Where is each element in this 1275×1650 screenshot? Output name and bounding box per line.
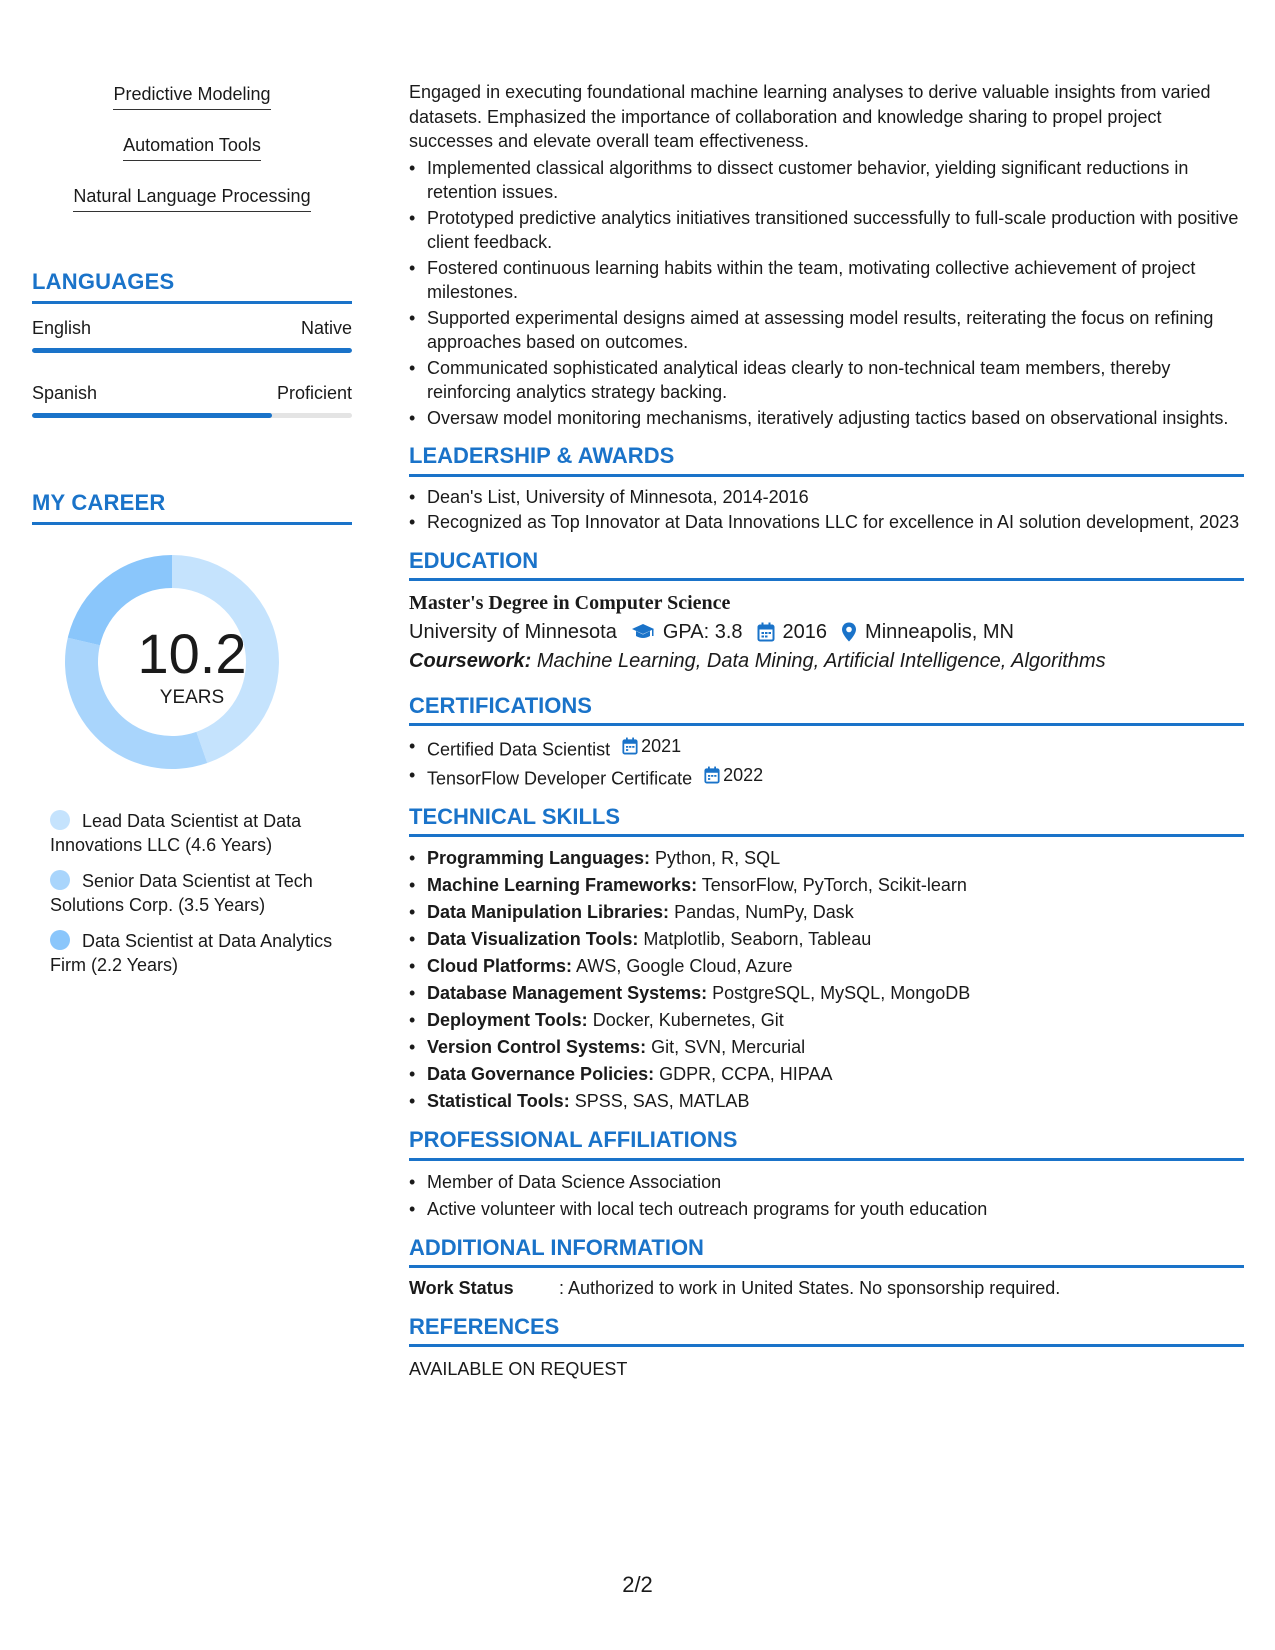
technical-skill-item xyxy=(427,845,1244,871)
education-gpa: GPA: 3.8 xyxy=(662,620,743,643)
work-status-row xyxy=(409,1276,1244,1301)
affiliation-item: • Active volunteer with local tech outreach programs for youth education xyxy=(427,1196,1244,1222)
legend-dot-icon xyxy=(50,870,70,890)
language-proficiency-fill xyxy=(32,348,352,353)
skill-category: Data Visualization Tools: xyxy=(427,929,639,949)
skill-category: Deployment Tools: xyxy=(427,1010,588,1030)
skill-tag: Predictive Modeling xyxy=(113,84,270,110)
skill-tags xyxy=(32,84,352,229)
technical-skill-item xyxy=(427,1088,1244,1114)
education-school: University of Minnesota xyxy=(409,620,617,643)
career-donut xyxy=(32,551,352,787)
skill-category: Data Manipulation Libraries: xyxy=(427,902,670,922)
technical-skill-item xyxy=(427,1061,1244,1087)
technical-skill-item xyxy=(427,980,1244,1006)
experience-bullet: • Fostered continuous learning habits within the team, motivating collective achievement of project milestones. xyxy=(427,256,1244,305)
language-item xyxy=(32,318,352,353)
references-section xyxy=(409,1315,1244,1382)
experience-bullets xyxy=(409,156,1244,431)
skill-values: AWS, Google Cloud, Azure xyxy=(576,956,793,976)
experience-intro: Engaged in executing foundational machine learning analyses to derive valuable insights from varied datasets. Emphasized the importance of collaboration and knowledge sharing to propel project successes and elevate overall team effectiveness. xyxy=(409,82,1211,151)
language-item xyxy=(32,383,352,418)
calendar-icon xyxy=(704,766,720,784)
calendar-icon xyxy=(622,737,638,755)
technical-skill-item xyxy=(427,872,1244,898)
experience-bullet: • Communicated sophisticated analytical ideas clearly to non-technical team members, thereby reinforcing analytics strategy backing. xyxy=(427,356,1244,405)
certification-item xyxy=(427,734,1244,762)
education-year: 2016 xyxy=(782,620,828,643)
career-unit-label: YEARS xyxy=(159,687,225,708)
certification-name: TensorFlow Developer Certificate xyxy=(427,768,693,788)
leadership-item: • Dean's List, University of Minnesota, 2014-2016 xyxy=(427,485,1244,510)
skill-values: Python, R, SQL xyxy=(655,848,781,868)
certifications-section xyxy=(409,694,1244,791)
coursework-label: Coursework: xyxy=(409,650,532,672)
affiliations-heading: PROFESSIONAL AFFILIATIONS xyxy=(409,1128,1244,1161)
leadership-section xyxy=(409,444,1244,535)
skill-category: Cloud Platforms: xyxy=(427,956,573,976)
career-legend-item xyxy=(50,869,352,917)
experience-bullet: • Prototyped predictive analytics initiatives transitioned successfully to full-scale production with positive client feedback. xyxy=(427,206,1244,255)
languages-heading: LANGUAGES xyxy=(32,269,352,304)
additional-info-section xyxy=(409,1236,1244,1301)
skill-category: Programming Languages: xyxy=(427,848,651,868)
education-degree: Master's Degree in Computer Science xyxy=(409,592,731,614)
coursework-list: Machine Learning, Data Mining, Artificial Intelligence, Algorithms xyxy=(536,650,1106,672)
career-role-label: Lead Data Scientist at Data Innovations LLC (4.6 Years) xyxy=(50,811,302,855)
technical-skill-item xyxy=(427,1034,1244,1060)
career-legend xyxy=(32,809,352,977)
technical-skills-section xyxy=(409,805,1244,1115)
work-status-value: : Authorized to work in United States. No sponsorship required. xyxy=(559,1278,1061,1298)
education-coursework xyxy=(409,649,1244,674)
skill-values: Git, SVN, Mercurial xyxy=(651,1037,806,1057)
calendar-icon xyxy=(757,622,775,642)
experience-bullet: • Oversaw model monitoring mechanisms, iteratively adjusting tactics based on observational insights. xyxy=(427,406,1244,431)
skill-category: Version Control Systems: xyxy=(427,1037,647,1057)
references-text: AVAILABLE ON REQUEST xyxy=(409,1359,628,1379)
skill-category: Database Management Systems: xyxy=(427,983,708,1003)
technical-skill-item xyxy=(427,926,1244,952)
legend-dot-icon xyxy=(50,810,70,830)
certification-item xyxy=(427,763,1244,791)
skill-values: SPSS, SAS, MATLAB xyxy=(574,1091,750,1111)
legend-dot-icon xyxy=(50,930,70,950)
skill-values: Pandas, NumPy, Dask xyxy=(674,902,854,922)
location-pin-icon xyxy=(841,622,857,642)
career-legend-item xyxy=(50,929,352,977)
affiliations-section xyxy=(409,1128,1244,1222)
certification-year: 2021 xyxy=(641,736,682,756)
language-level: Proficient xyxy=(276,383,352,403)
education-heading: EDUCATION xyxy=(409,549,1244,582)
language-proficiency-bar xyxy=(32,348,352,353)
left-column xyxy=(32,84,352,989)
experience-bullet: • Supported experimental designs aimed at assessing model results, reiterating the focus on refining approaches based on outcomes. xyxy=(427,306,1244,355)
career-heading: MY CAREER xyxy=(32,490,352,525)
language-proficiency-bar xyxy=(32,413,352,418)
languages-section xyxy=(32,269,352,418)
education-details xyxy=(409,620,1244,645)
page-number: 2/2 xyxy=(622,1572,653,1597)
affiliation-item: • Member of Data Science Association xyxy=(427,1169,1244,1195)
career-total-years: 10.2 xyxy=(137,622,247,685)
language-level: Native xyxy=(300,318,352,338)
skill-category: Machine Learning Frameworks: xyxy=(427,875,698,895)
language-name: English xyxy=(32,318,92,338)
certifications-heading: CERTIFICATIONS xyxy=(409,694,1244,727)
career-legend-item xyxy=(50,809,352,857)
references-heading: REFERENCES xyxy=(409,1315,1244,1348)
technical-skill-item xyxy=(427,1007,1244,1033)
skill-values: PostgreSQL, MySQL, MongoDB xyxy=(712,983,971,1003)
certification-year: 2022 xyxy=(723,764,764,785)
technical-skill-item xyxy=(427,899,1244,925)
skill-category: Statistical Tools: xyxy=(427,1091,570,1111)
career-section xyxy=(32,490,352,977)
graduation-cap-icon xyxy=(631,623,655,641)
leadership-item: • Recognized as Top Innovator at Data Innovations LLC for excellence in AI solution development, 2023 xyxy=(427,510,1244,535)
skill-values: GDPR, CCPA, HIPAA xyxy=(659,1064,833,1084)
technical-skills-heading: TECHNICAL SKILLS xyxy=(409,805,1244,838)
career-role-label: Senior Data Scientist at Tech Solutions Corp. (3.5 Years) xyxy=(50,871,313,915)
certification-name: Certified Data Scientist xyxy=(427,739,611,760)
skill-values: Matplotlib, Seaborn, Tableau xyxy=(643,929,872,949)
leadership-heading: LEADERSHIP & AWARDS xyxy=(409,444,1244,477)
language-proficiency-fill xyxy=(32,413,272,418)
language-name: Spanish xyxy=(32,383,98,403)
skill-category: Data Governance Policies: xyxy=(427,1064,655,1084)
work-status-label: Work Status xyxy=(409,1278,514,1298)
skill-tag: Automation Tools xyxy=(123,135,261,161)
career-role-label: Data Scientist at Data Analytics Firm (2.2 Years) xyxy=(50,931,333,975)
education-location: Minneapolis, MN xyxy=(865,620,1014,643)
skill-values: TensorFlow, PyTorch, Scikit-learn xyxy=(701,875,967,895)
technical-skill-item xyxy=(427,953,1244,979)
skill-tag: Natural Language Processing xyxy=(73,186,310,212)
additional-info-heading: ADDITIONAL INFORMATION xyxy=(409,1236,1244,1269)
experience-bullet: • Implemented classical algorithms to dissect customer behavior, yielding significant reductions in retention issues. xyxy=(427,156,1244,205)
education-section xyxy=(409,549,1244,674)
right-column xyxy=(409,80,1244,1382)
skill-values: Docker, Kubernetes, Git xyxy=(592,1010,784,1030)
